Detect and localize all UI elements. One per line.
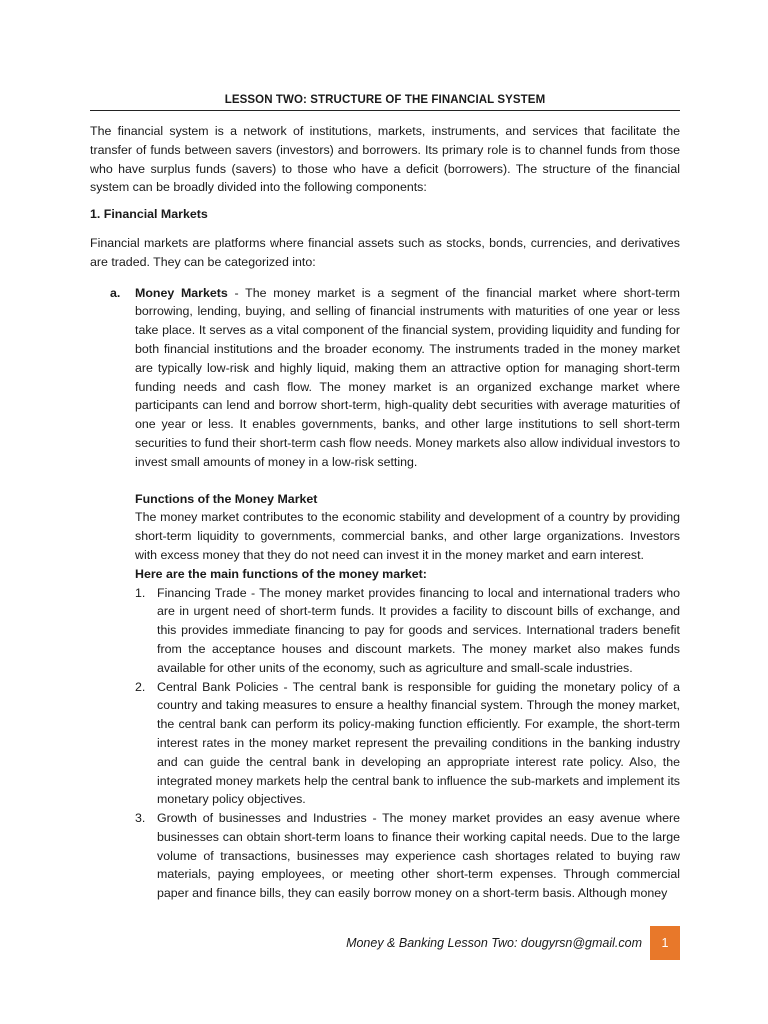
functions-list-heading: Here are the main functions of the money market: bbox=[135, 566, 427, 581]
money-markets-lead: Money Markets bbox=[135, 285, 228, 300]
list-item-money-markets bbox=[90, 284, 680, 904]
list-number: 3. bbox=[135, 811, 146, 826]
list-number: 1. bbox=[135, 585, 146, 600]
list-item bbox=[135, 809, 680, 903]
page-footer bbox=[90, 926, 680, 960]
list-item bbox=[135, 584, 680, 678]
page-number-badge: 1 bbox=[650, 926, 680, 960]
functions-heading: Functions of the Money Market bbox=[135, 491, 318, 506]
functions-intro: The money market contributes to the economic stability and development of a country by providing short-term liquidity to governments, commercial banks, and other large organizations. Investors with excess money that they do not need can invest it in the money market and earn interest. bbox=[135, 510, 680, 562]
title-block bbox=[90, 94, 680, 111]
list-item bbox=[135, 678, 680, 810]
list-item-text: Growth of businesses and Industries - The money market provides an easy avenue where businesses can obtain short-term loans to finance their working capital needs. Due to the large volume of transactions, businesses may experience cash shortages related to buying raw materials, paying employees, or meeting other short-term expenses. Through commercial paper and finance bills, they can easily borrow money on a short-term basis. Although money bbox=[157, 811, 680, 901]
list-item-text: Central Bank Policies - The central bank is responsible for guiding the monetary policy of a country and taking measures to ensure a healthy financial system. Through the money market, the central bank can perform its policy-making function efficiently. For example, the short-term interest rates in the money market represent the prevailing conditions in the banking industry and can guide the central bank in developing an appropriate interest rate policy. Also, the integrated money markets help the central bank to influence the sub-markets and implement its monetary policy objectives. bbox=[157, 679, 680, 807]
footer-text: Money & Banking Lesson Two: dougyrsn@gmail.com bbox=[346, 936, 642, 950]
financial-markets-intro: Financial markets are platforms where financial assets such as stocks, bonds, currencies, and derivatives are traded. They can be categorized into: bbox=[90, 235, 680, 269]
list-marker-a: a. bbox=[110, 285, 121, 300]
money-markets-paragraph bbox=[135, 284, 680, 472]
list-number: 2. bbox=[135, 679, 146, 694]
section-heading-financial-markets: 1. Financial Markets bbox=[90, 207, 208, 222]
intro-paragraph: The financial system is a network of institutions, markets, instruments, and services that facilitate the transfer of funds between savers (investors) and borrowers. Its primary role is to channel funds from those who have surplus funds (savers) to those who have a deficit (borrowers). The structure of the financial system can be broadly divided into the following components: bbox=[90, 124, 680, 195]
list-item-text: Financing Trade - The money market provides financing to local and international traders who are in urgent need of short-term funds. It provides a facility to discount bills of exchange, and this provides immediate financing to pay for goods and services. International traders benefit from the acceptance houses and discount markets. The money market also makes funds available for other units of the economy, such as agriculture and small-scale industries. bbox=[157, 585, 680, 675]
document-body bbox=[90, 122, 680, 903]
page-title: LESSON TWO: STRUCTURE OF THE FINANCIAL SYSTEM bbox=[224, 94, 546, 106]
money-markets-text: - The money market is a segment of the financial market where short-term borrowing, lending, buying, and selling of financial instruments with maturities of one year or less take place. It serves as a vital component of the financial system, providing liquidity and funding for both financial institutions and the broader economy. The instruments traded in the money market are typically low-risk and highly liquid, making them an attractive option for managing short-term funding needs and cash flow. The money market is an organized exchange market where participants can lend and borrow short-term, high-quality debt securities with average maturities of one year or less. It enables governments, banks, and other large institutions to sell short-term securities to fund their short-term cash flow needs. Money markets also allow individual investors to invest small amounts of money in a low-risk setting. bbox=[135, 285, 680, 469]
functions-list bbox=[135, 584, 680, 904]
